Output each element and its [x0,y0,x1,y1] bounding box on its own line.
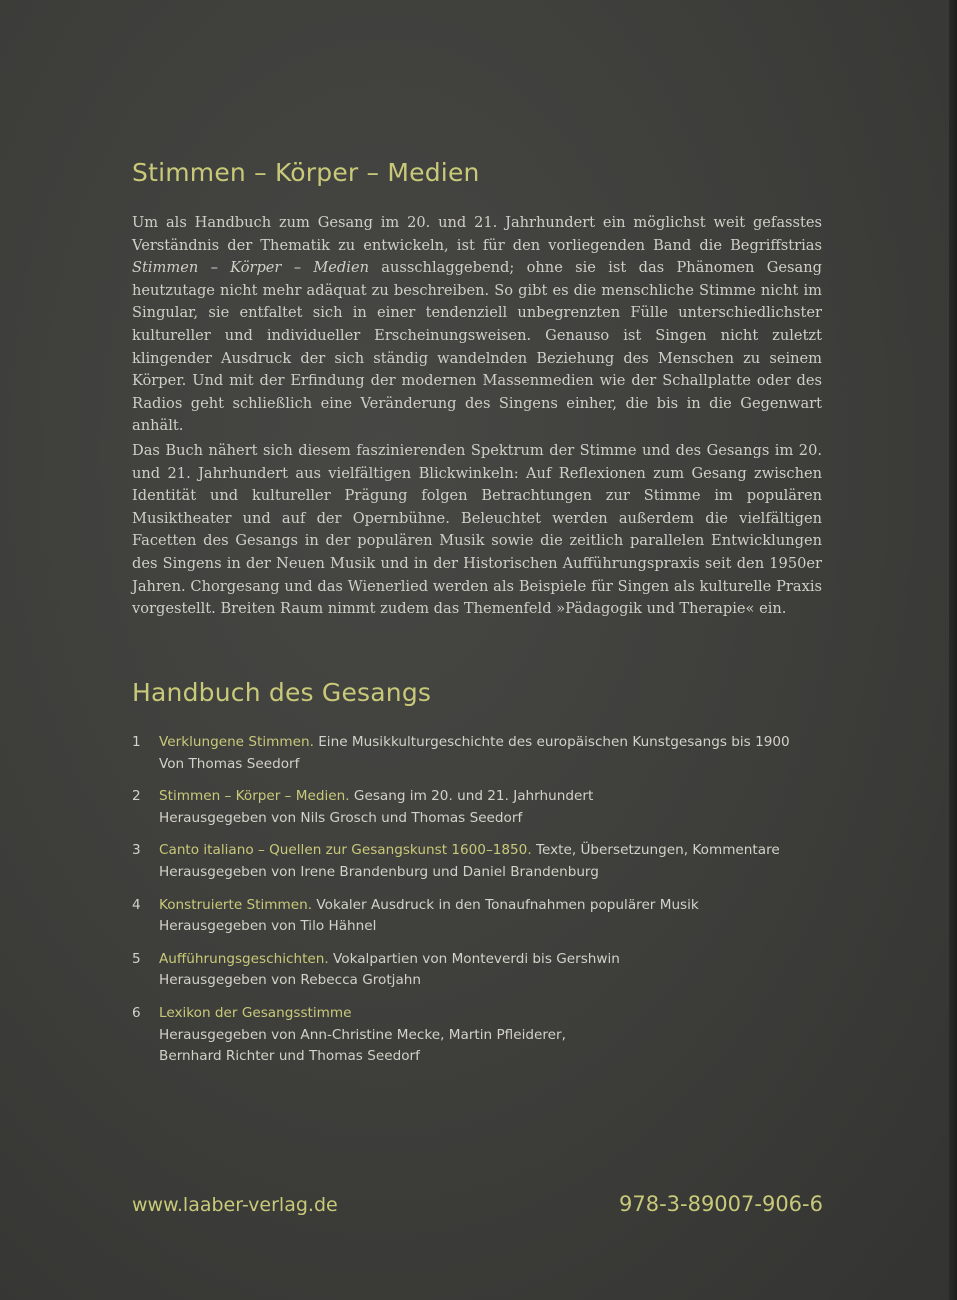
description-paragraph-1 [132,212,822,438]
series-item-subtitle: Eine Musikkulturgeschichte des europäischen Kunstgesangs bis 1900 [313,734,790,750]
series-item [132,949,832,992]
series-list [132,732,832,1079]
series-item-editors: Herausgegeben von Rebecca Grotjahn [159,972,422,989]
isbn-number: 978-3-89007-906-6 [618,1192,823,1216]
series-item-editors: Herausgegeben von Ann-Christine Mecke, Martin Pfleiderer, [159,1026,566,1043]
paragraph-text: ausschlaggebend; ohne sie ist das Phänomen Gesang heutzutage nicht mehr adäquat zu beschreiben. So gibt es die menschliche Stimme nicht im Singular, sie entfaltet sich in einer tendenziell unbegrenzten Fülle unterschiedlichster kultureller und individueller Erscheinungsweisen. Genauso ist Singen nicht zuletzt klingender Ausdruck der sich ständig wandelnden Beziehung des Menschen zu seinem Körper. Und mit der Erfindung der modernen Massenmedien wie der Schallplatte oder des Radios geht schließlich eine Veränderung des Singens einher, die bis in die Gegenwart anhält. [132,259,822,435]
series-item-subtitle: Vokalpartien von Monteverdi bis Gershwin [328,950,620,967]
cover-edge [949,0,957,1300]
series-item-editors: Herausgegeben von Nils Grosch und Thomas Seedorf [159,809,523,826]
series-item [132,1003,832,1068]
series-item-body [159,1003,566,1068]
series-item-number: 6 [132,1004,141,1021]
series-item-body [159,895,699,938]
series-item [132,895,832,938]
description-paragraph-2: Das Buch nähert sich diesem faszinierenden Spektrum der Stimme und des Gesangs im 20. und 21. Jahrhundert aus vielfältigen Blickwinkeln: Auf Reflexionen zum Gesang zwischen Identität und kultureller Prägung folgen Betrachtungen zur Stimme im populären Musiktheater und auf der Opernbühne. Beleuchtet werden außerdem die vielfältigen Facetten des Gesangs in der populären Musik sowie die zeitlich parallelen Entwicklungen des Singens in der Neuen Musik und in der Historischen Aufführungspraxis seit den 1950er Jahren. Chorgesang und das Wienerlied werden als Beispiele für Singen als kulturelle Praxis vorgestellt. Breiten Raum nimmt zudem das Themenfeld »Pädagogik und Therapie« ein. [132,442,822,618]
paragraph-text: Um als Handbuch zum Gesang im 20. und 21. Jahrhundert ein möglichst weit gefasstes Verständnis der Thematik zu entwickeln, ist für den vorliegenden Band die Begriffstrias [132,214,822,254]
series-item-subtitle: Texte, Übersetzungen, Kommentare [531,842,780,859]
series-item-title: Konstruierte Stimmen. [159,896,313,913]
section-title: Stimmen – Körper – Medien [132,158,480,187]
series-item-number: 1 [132,734,141,750]
series-item-editors: Herausgegeben von Tilo Hähnel [159,918,377,935]
series-item-body [159,949,620,992]
series-item [132,840,832,883]
series-item-editors-continued: Bernhard Richter und Thomas Seedorf [159,1048,420,1065]
series-item-title: Aufführungsgeschichten. [159,950,329,967]
series-item-body [159,840,780,883]
series-item-number: 2 [132,788,141,805]
series-item [132,732,832,775]
series-item-subtitle: Gesang im 20. und 21. Jahrhundert [349,788,594,805]
series-item-editors: Herausgegeben von Irene Brandenburg und Daniel Brandenburg [159,863,599,880]
series-item-editors: Von Thomas Seedorf [159,755,300,772]
series-item-title: Verklungene Stimmen. [159,734,314,750]
paragraph-italic-text: Stimmen – Körper – Medien [132,259,369,277]
series-item [132,786,832,829]
series-item-title: Canto italiano – Quellen zur Gesangskunst 1600–1850. [159,842,532,859]
series-item-number: 4 [132,896,141,913]
series-item-title: Stimmen – Körper – Medien. [159,788,350,805]
series-item-body [159,732,790,775]
publisher-url: www.laaber-verlag.de [132,1194,338,1216]
series-title: Handbuch des Gesangs [132,678,432,707]
series-item-title: Lexikon der Gesangsstimme [159,1004,352,1021]
series-item-subtitle: Vokaler Ausdruck in den Tonaufnahmen populärer Musik [312,896,699,913]
series-item-number: 3 [132,842,141,859]
series-item-body [159,786,593,829]
series-item-number: 5 [132,950,141,967]
